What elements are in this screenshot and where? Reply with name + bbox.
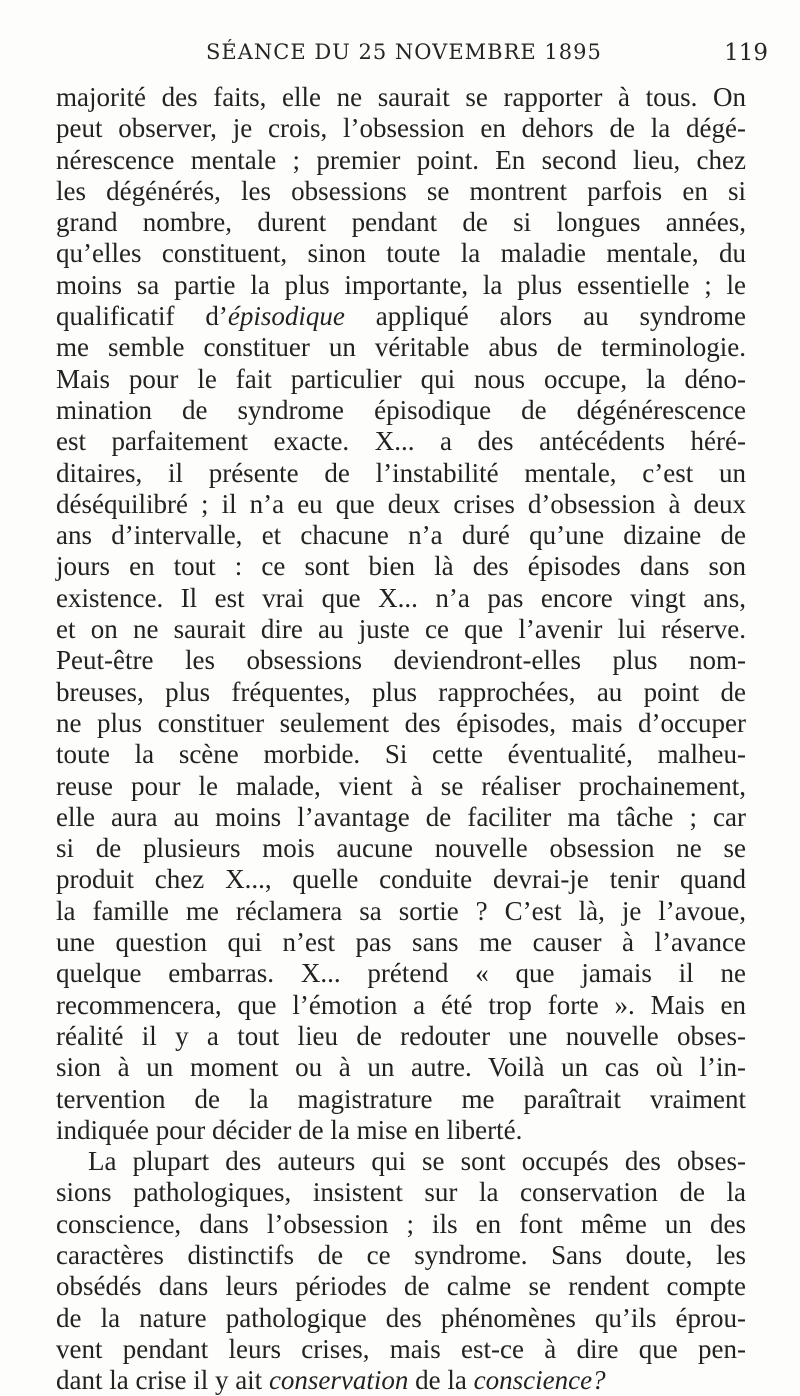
text-segment: produit chez X..., quelle conduite devrai-je tenir quand <box>56 864 746 895</box>
text-line <box>56 458 746 489</box>
text-segment: Peut-être les obsessions deviendront-elles plus nom- <box>56 645 746 676</box>
text-line <box>56 301 746 332</box>
text-segment: me semble constituer un véritable abus de terminologie. <box>56 332 746 363</box>
text-segment: appliqué alors au syndrome <box>344 301 746 332</box>
text-segment: obsédés dans leurs périodes de calme se rendent compte <box>56 1271 746 1302</box>
text-line <box>56 113 746 144</box>
text-line <box>56 583 746 614</box>
text-line <box>56 1177 746 1208</box>
text-line <box>56 1021 746 1052</box>
text-segment: existence. Il est vrai que X... n’a pas encore vingt ans, <box>56 582 746 613</box>
text-segment: une question qui n’est pas sans me causer à l’avance <box>56 927 746 958</box>
page-number: 119 <box>724 40 768 66</box>
text-line <box>56 1209 746 1240</box>
text-segment: toute la scène morbide. Si cette éventualité, malheu- <box>56 739 746 770</box>
text-line <box>56 1240 746 1271</box>
text-segment: qualificatif d’ <box>56 301 228 332</box>
text-line <box>56 270 746 301</box>
text-line <box>56 990 746 1021</box>
text-segment: tervention de la magistrature me paraîtrait vraiment <box>56 1083 746 1114</box>
running-head <box>56 40 768 74</box>
text-segment: recommencera, que l’émotion a été trop forte ». Mais en <box>56 989 746 1020</box>
text-segment: déséquilibré ; il n’a eu que deux crises d’obsession à deux <box>56 488 746 519</box>
text-segment: de la nature pathologique des phénomènes qu’ils éprou- <box>56 1302 746 1333</box>
text-line <box>56 1115 746 1146</box>
text-line <box>56 1365 746 1396</box>
text-line <box>56 739 746 770</box>
body-text <box>56 82 746 1396</box>
text-line <box>56 864 746 895</box>
text-line <box>56 332 746 363</box>
text-segment: sions pathologiques, insistent sur la conservation de la <box>56 1177 746 1208</box>
text-line <box>56 802 746 833</box>
text-segment: ne plus constituer seulement des épisodes, mais d’occuper <box>56 707 746 738</box>
text-segment: ditaires, il présente de l’instabilité mentale, c’est un <box>56 457 746 488</box>
text-segment: la famille me réclamera sa sortie ? C’est là, je l’avoue, <box>56 895 746 926</box>
text-line <box>56 489 746 520</box>
text-segment: réalité il y a tout lieu de redouter une nouvelle obses- <box>56 1020 746 1051</box>
text-line <box>56 896 746 927</box>
text-segment: mination de syndrome épisodique de dégénérescence <box>56 394 746 425</box>
text-line <box>56 176 746 207</box>
text-line <box>56 771 746 802</box>
text-line <box>56 958 746 989</box>
text-segment: vent pendant leurs crises, mais est-ce à dire que pen- <box>56 1333 746 1364</box>
text-line <box>56 927 746 958</box>
text-segment: La plupart des auteurs qui se sont occupés des obses- <box>88 1146 746 1177</box>
text-line <box>56 645 746 676</box>
text-segment: jours en tout : ce sont bien là des épisodes dans son <box>56 551 746 582</box>
text-line <box>56 1271 746 1302</box>
text-segment: de la <box>408 1365 474 1396</box>
text-segment: sion à un moment ou à un autre. Voilà un cas où l’in- <box>56 1052 746 1083</box>
text-segment: est parfaitement exacte. X... a des antécédents héré- <box>56 426 746 457</box>
text-line <box>56 1146 746 1177</box>
text-segment: breuses, plus fréquentes, plus rapprochées, au point de <box>56 676 746 707</box>
running-title: SÉANCE DU 25 NOVEMBRE 1895 <box>206 40 602 64</box>
text-segment: elle aura au moins l’avantage de faciliter ma tâche ; car <box>56 801 746 832</box>
text-segment: dant la crise il y ait <box>56 1365 269 1396</box>
text-segment: ans d’intervalle, et chacune n’a duré qu’une dizaine de <box>56 520 746 551</box>
text-line <box>56 82 746 113</box>
text-line <box>56 426 746 457</box>
text-segment: nérescence mentale ; premier point. En second lieu, chez <box>56 144 746 175</box>
text-segment: Mais pour le fait particulier qui nous occupe, la déno- <box>56 363 746 394</box>
text-line <box>56 833 746 864</box>
text-segment: moins sa partie la plus importante, la plus essentielle ; le <box>56 269 746 300</box>
text-segment: quelque embarras. X... prétend « que jamais il ne <box>56 958 746 989</box>
text-line <box>56 145 746 176</box>
italic-text: épisodique <box>227 301 345 332</box>
text-segment: peut observer, je crois, l’obsession en dehors de la dégé- <box>56 113 746 144</box>
text-segment: caractères distinctifs de ce syndrome. Sans doute, les <box>56 1239 746 1270</box>
text-segment: conscience, dans l’obsession ; ils en font même un des <box>56 1208 746 1239</box>
text-segment: majorité des faits, elle ne saurait se rapporter à tous. On <box>56 82 746 112</box>
text-segment: les dégénérés, les obsessions se montrent parfois en si <box>56 175 746 206</box>
text-segment: reuse pour le malade, vient à se réaliser prochainement, <box>56 770 746 801</box>
text-segment: grand nombre, durent pendant de si longues années, <box>56 207 746 238</box>
text-line <box>56 1084 746 1115</box>
text-line <box>56 520 746 551</box>
text-line <box>56 364 746 395</box>
text-line <box>56 677 746 708</box>
italic-text: conscience? <box>473 1365 606 1396</box>
text-line <box>56 708 746 739</box>
text-segment: et on ne saurait dire au juste ce que l’avenir lui réserve. <box>56 614 746 645</box>
text-line <box>56 614 746 645</box>
text-line <box>56 1334 746 1365</box>
text-line <box>56 551 746 582</box>
text-line <box>56 207 746 238</box>
text-line <box>56 1303 746 1334</box>
text-line <box>56 1052 746 1083</box>
text-segment: qu’elles constituent, sinon toute la maladie mentale, du <box>56 238 746 269</box>
italic-text: conservation <box>268 1365 409 1396</box>
text-segment: si de plusieurs mois aucune nouvelle obsession ne se <box>56 833 746 864</box>
text-line <box>56 395 746 426</box>
text-segment: indiquée pour décider de la mise en liberté. <box>56 1114 523 1145</box>
text-line <box>56 238 746 269</box>
